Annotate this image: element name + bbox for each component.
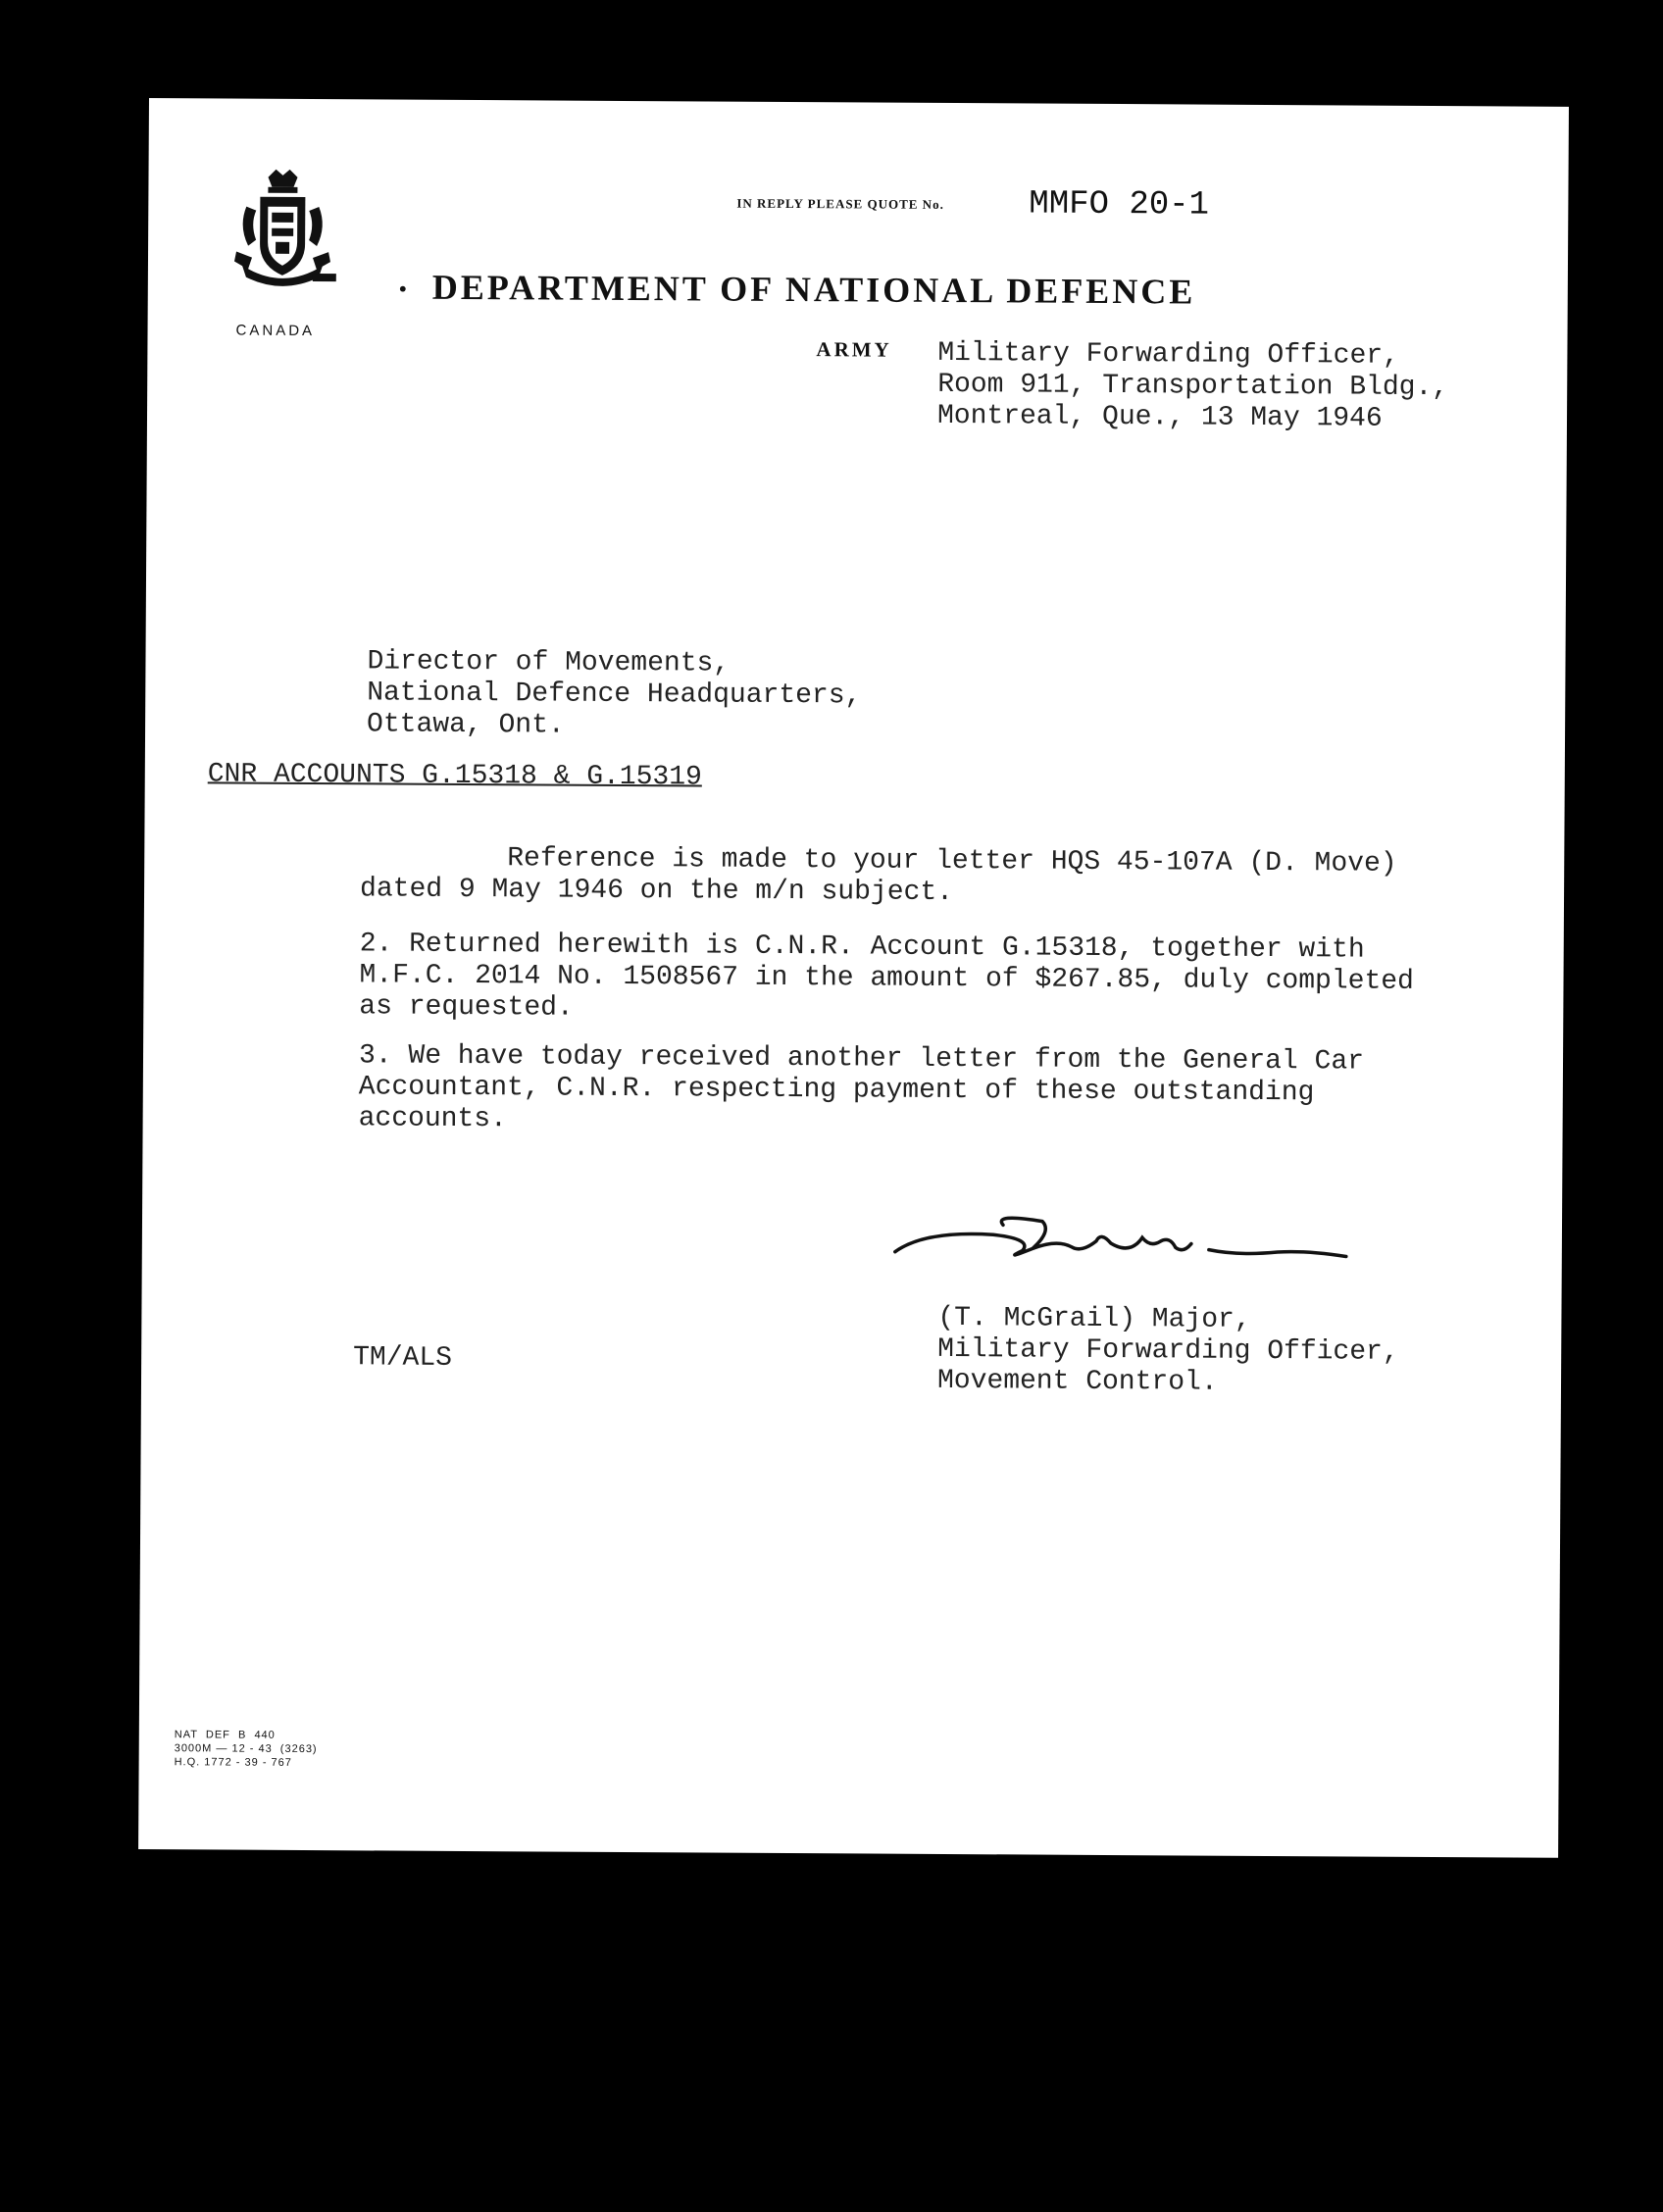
form-code-line: NAT DEF B 440 xyxy=(174,1729,276,1741)
department-heading: DEPARTMENT OF NATIONAL DEFENCE xyxy=(431,267,1196,312)
letter-page xyxy=(138,98,1569,1858)
signatory-line: (T. McGrail) Major, xyxy=(937,1302,1251,1335)
addressee-line: National Defence Headquarters, xyxy=(367,678,862,712)
form-code-block xyxy=(175,1728,318,1770)
sender-address xyxy=(937,338,1448,435)
service-label: ARMY xyxy=(816,337,892,362)
reply-reference-number: MMFO 20-1 xyxy=(1029,185,1210,225)
sender-line: Room 911, Transportation Bldg., xyxy=(937,369,1449,404)
bullet-dot-icon: · xyxy=(396,269,409,309)
handwritten-signature xyxy=(885,1191,1357,1282)
addressee-line: Director of Movements, xyxy=(367,646,731,679)
body-paragraph-3: 3. We have today received another letter from the General Car Accountant, C.N.R. respecting payment of these outstanding accounts. xyxy=(358,1040,1365,1135)
signature-block xyxy=(937,1303,1399,1400)
reply-quote-label: IN REPLY PLEASE QUOTE No. xyxy=(736,195,944,212)
subject-line: CNR ACCOUNTS G.15318 & G.15319 xyxy=(207,759,702,793)
addressee-block xyxy=(367,646,862,743)
reference-initials: TM/ALS xyxy=(353,1342,453,1374)
addressee-line: Ottawa, Ont. xyxy=(367,709,565,741)
sender-line: Montreal, Que., 13 May 1946 xyxy=(936,400,1383,434)
body-paragraph-2: 2. Returned herewith is C.N.R. Account G.15318, together with M.F.C. 2014 No. 1508567 in the amount of $267.85, duly completed as requested. xyxy=(359,929,1414,1024)
body-paragraph-1: Reference is made to your letter HQS 45-107A (D. Move) dated 9 May 1946 on the m/n subject. xyxy=(359,843,1397,909)
form-code-line: 3000M — 12 - 43 (3263) xyxy=(174,1742,318,1756)
form-code-line: H.Q. 1772 - 39 - 767 xyxy=(174,1756,292,1769)
signatory-line: Movement Control. xyxy=(936,1365,1218,1398)
sender-line: Military Forwarding Officer, xyxy=(937,337,1399,372)
country-label: CANADA xyxy=(235,322,316,340)
coat-of-arms-icon xyxy=(228,167,337,295)
signatory-line: Military Forwarding Officer, xyxy=(937,1333,1399,1368)
